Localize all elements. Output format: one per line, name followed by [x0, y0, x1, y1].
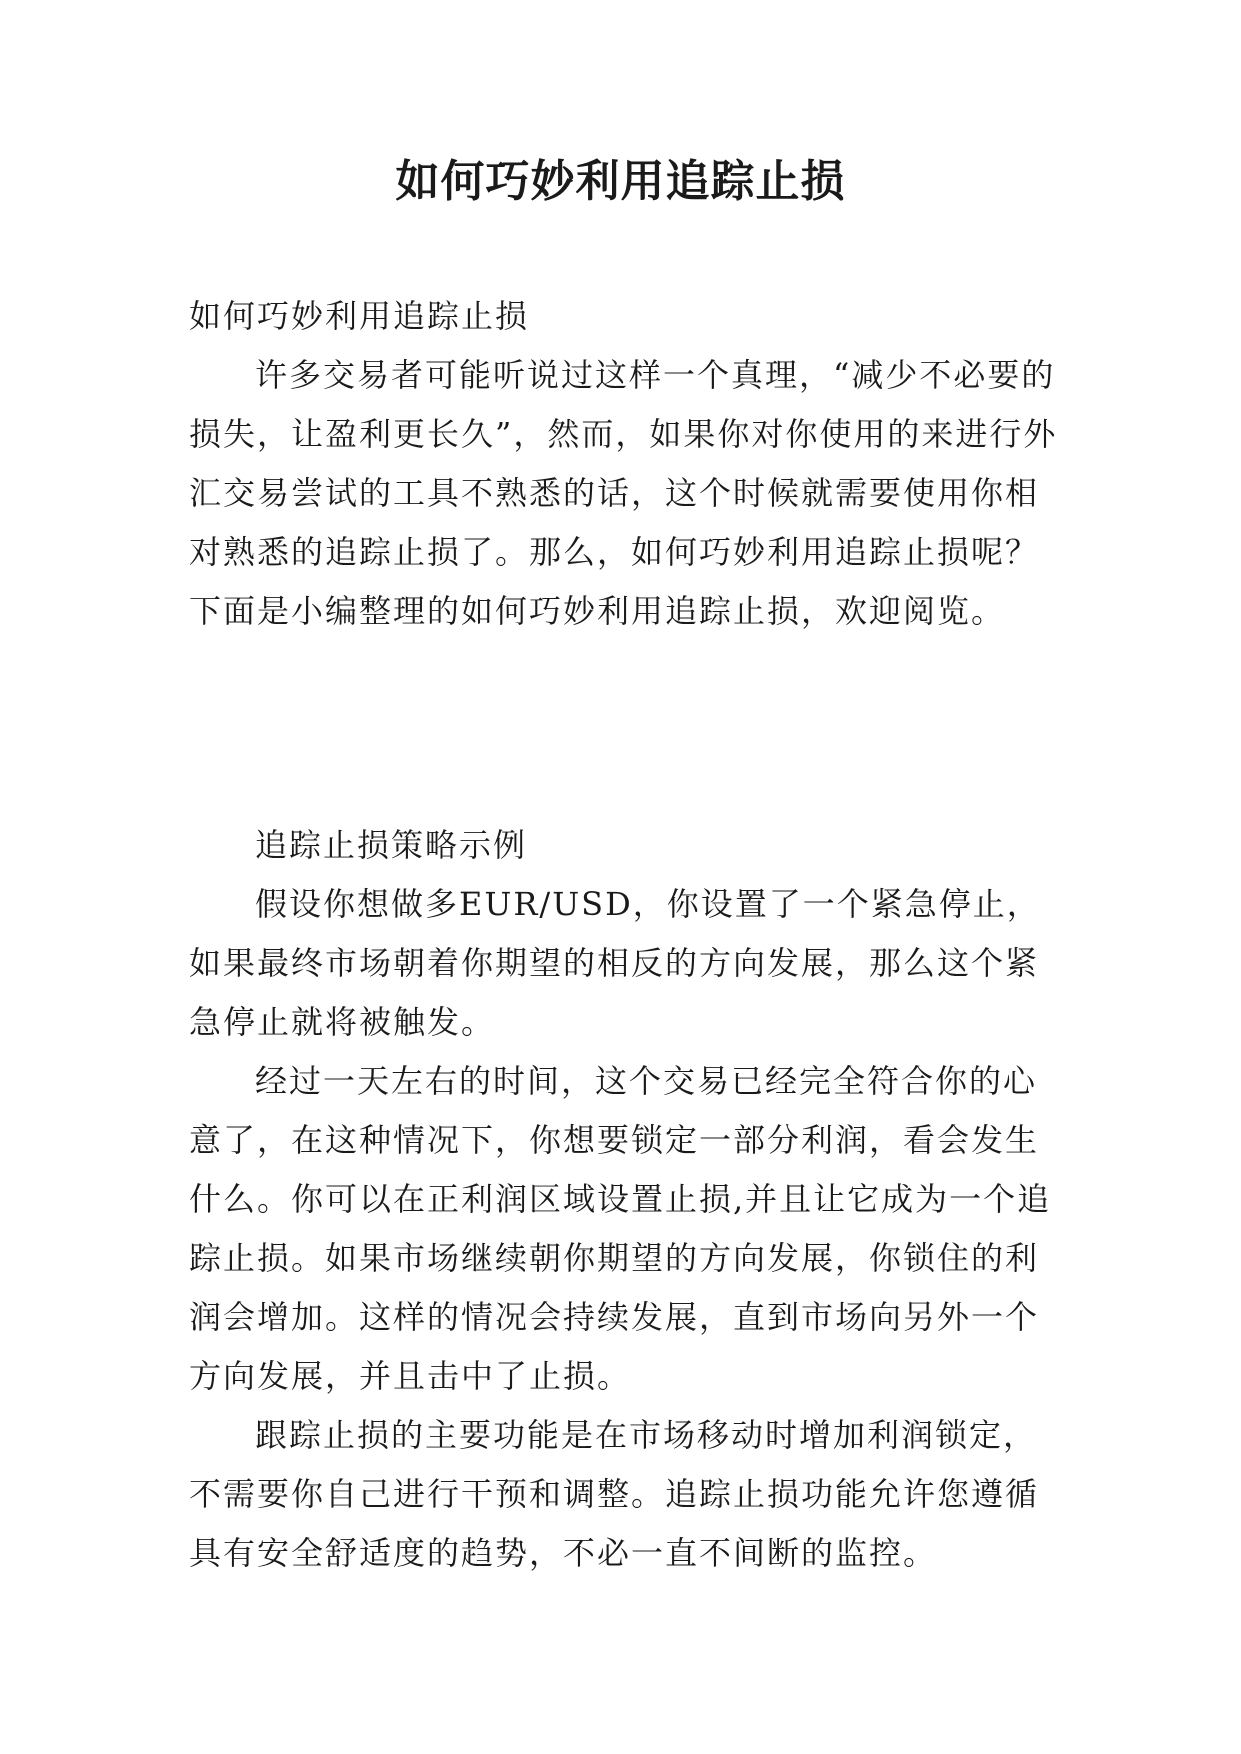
document-title: 如何巧妙利用追踪止损: [395, 156, 846, 207]
section-subtitle: 如何巧妙利用追踪止损: [189, 297, 530, 335]
intro-paragraph: 许多交易者可能听说过这样一个真理，“减少不必要的损失，让盈利更长久”，然而，如果你对你使用的来进行外汇交易尝试的工具不熟悉的话，这个时候就需要使用你相对熟悉的追踪止损了。那么，如何巧妙利用追踪止损呢？下面是小编整理的如何巧妙利用追踪止损，欢迎阅览。: [189, 356, 1058, 630]
body-paragraph: 跟踪止损的主要功能是在市场移动时增加利润锁定，不需要你自己进行干预和调整。追踪止损功能允许您遵循具有安全舒适度的趋势，不必一直不间断的监控。: [189, 1416, 1040, 1572]
body-paragraph: 假设你想做多EUR/USD，你设置了一个紧急停止，如果最终市场朝着你期望的相反的方向发展，那么这个紧急停止就将被触发。: [189, 885, 1041, 1041]
intro-section: [189, 287, 1069, 641]
section-heading: 追踪止损策略示例: [255, 826, 528, 864]
body-paragraph: 经过一天左右的时间，这个交易已经完全符合你的心意了，在这种情况下，你想要锁定一部分利润，看会发生什么。你可以在正利润区域设置止损,并且让它成为一个追踪止损。如果市场继续朝你期望的方向发展，你锁住的利润会增加。这样的情况会持续发展，直到市场向另外一个方向发展，并且击中了止损。: [189, 1062, 1052, 1395]
example-section: [189, 816, 1069, 1583]
